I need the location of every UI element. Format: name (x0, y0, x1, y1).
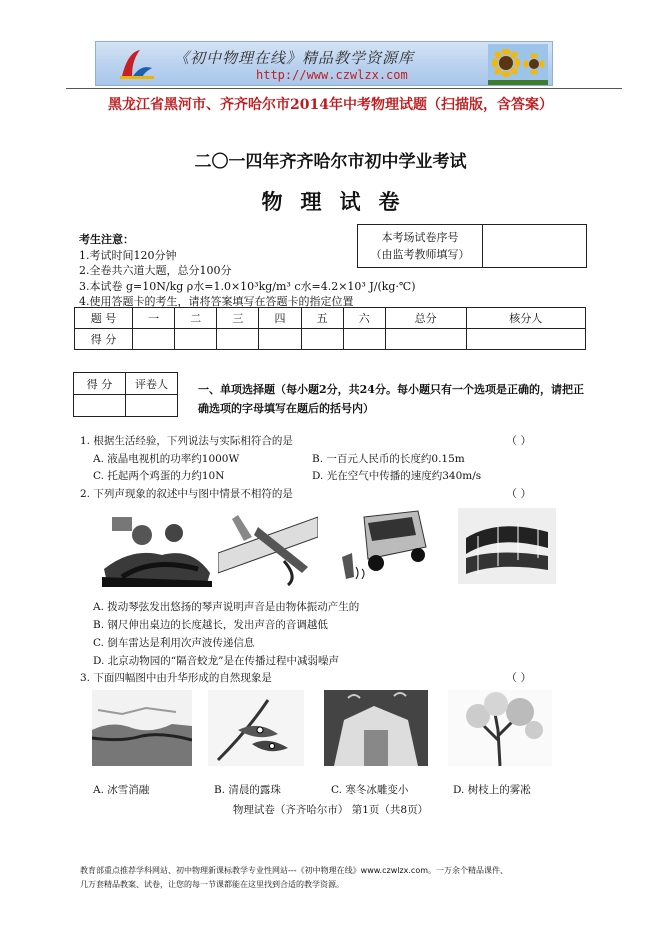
table-cell: 总分 (385, 308, 466, 329)
score-field[interactable] (343, 329, 385, 350)
grader-name-label: 评卷人 (126, 373, 178, 395)
table-cell: 六 (343, 308, 385, 329)
noise-barrier-image (458, 508, 556, 584)
answer-bracket[interactable]: （ ） (506, 671, 532, 684)
notes-item: 1.考试时间120分钟 (79, 248, 177, 262)
exam-serial-box (357, 224, 587, 268)
subject-title: 物理试卷 (261, 189, 418, 214)
question-stem: 3. 下面四幅图中由升华形成的自然现象是 (80, 672, 272, 684)
option: B. 钢尺伸出桌边的长度越长，发出声音的音调越低 (93, 619, 328, 631)
option: B. 清晨的露珠 (214, 784, 281, 796)
notes-item: 4.使用答题卡的考生，请将答案填写在答题卡的指定位置 (79, 295, 354, 308)
document-title: 黑龙江省黑河市、齐齐哈尔市2014年中考物理试题（扫描版，含答案） (108, 97, 553, 113)
option: B. 一百元人民币的长度约0.15m (312, 453, 465, 465)
table-cell: 二 (175, 308, 217, 329)
page-footer: 物理试卷（齐齐哈尔市） 第1页（共8页） (232, 804, 429, 816)
header-divider (66, 88, 622, 89)
site-logo-icon (118, 46, 156, 82)
score-value-row (75, 329, 586, 350)
morning-dew-image (208, 690, 304, 766)
melting-snow-image (92, 690, 192, 766)
notes-heading: 考生注意： (79, 233, 134, 246)
grader-score-label: 得 分 (74, 373, 126, 395)
rime-tree-image (448, 690, 552, 766)
answer-bracket[interactable]: （ ） (506, 487, 532, 500)
score-field[interactable] (466, 329, 585, 350)
banner-url[interactable]: http://www.czwlzx.com (256, 68, 408, 82)
ice-sculpture-image (324, 690, 428, 766)
option: A. 冰雪消融 (93, 784, 150, 796)
banner-title: 《初中物理在线》精品教学资源库 (174, 49, 415, 67)
serial-label: 本考场试卷序号 （由监考教师填写） (358, 225, 483, 267)
table-cell: 题 号 (75, 308, 133, 329)
section-heading: 一、单项选择题（每小题2分，共24分。每小题只有一个选项是正确的，请把正确选项的字母填写在题后的括号内） (198, 383, 584, 415)
notes-item: 3.本试卷 g=10N/kg ρ水=1.0×10³kg/m³ c水=4.2×10³ J/(kg·℃) (79, 279, 416, 293)
site-banner (95, 41, 553, 86)
score-field[interactable] (301, 329, 343, 350)
reversing-car-image (338, 507, 428, 587)
table-cell: 一 (133, 308, 175, 329)
option: D. 北京动物园的“隔音蛟龙”是在传播过程中减弱噪声 (93, 655, 339, 667)
serial-field[interactable] (483, 225, 586, 267)
table-cell: 五 (301, 308, 343, 329)
score-header-row (75, 308, 586, 329)
table-cell: 三 (217, 308, 259, 329)
exam-title: 二〇一四年齐齐哈尔市初中学业考试 (194, 152, 467, 172)
score-field[interactable] (175, 329, 217, 350)
score-table (74, 307, 586, 350)
score-field[interactable] (259, 329, 301, 350)
score-field[interactable] (133, 329, 175, 350)
option: D. 光在空气中传播的速度约340m/s (312, 470, 482, 482)
table-cell: 得 分 (75, 329, 133, 350)
grader-score-field[interactable] (74, 395, 126, 417)
option: C. 寒冬冰雕变小 (331, 784, 409, 796)
table-cell: 核分人 (466, 308, 585, 329)
grader-box (73, 372, 178, 417)
option: A. 液晶电视机的功率约1000W (93, 453, 240, 465)
sunflower-icon (488, 44, 548, 85)
grader-name-field[interactable] (126, 395, 178, 417)
answer-bracket[interactable]: （ ） (506, 434, 532, 447)
ruler-on-desk-image (218, 507, 318, 587)
table-cell: 四 (259, 308, 301, 329)
option: C. 倒车雷达是利用次声波传递信息 (93, 637, 255, 649)
notes-item: 2.全卷共六道大题，总分100分 (79, 264, 232, 277)
question-stem: 2. 下列声现象的叙述中与图中情景不相符的是 (80, 488, 293, 500)
option: C. 托起两个鸡蛋的力约10N (93, 470, 225, 482)
question-stem: 1. 根据生活经验，下列说法与实际相符合的是 (80, 435, 293, 447)
score-field[interactable] (385, 329, 466, 350)
guitar-playing-image (102, 507, 212, 587)
option: D. 树枝上的雾凇 (453, 784, 531, 796)
score-field[interactable] (217, 329, 259, 350)
option: A. 拨动琴弦发出悠扬的琴声说明声音是由物体振动产生的 (93, 601, 360, 613)
footer-note: 教育部重点推荐学科网站、初中物理新课标教学专业性网站---《初中物理在线》www.czwlzx.com。一万余个精品课件、 几万套精品教案、试卷，让您的每一节课都能在这里找到合适的教学资源。 (80, 866, 509, 889)
